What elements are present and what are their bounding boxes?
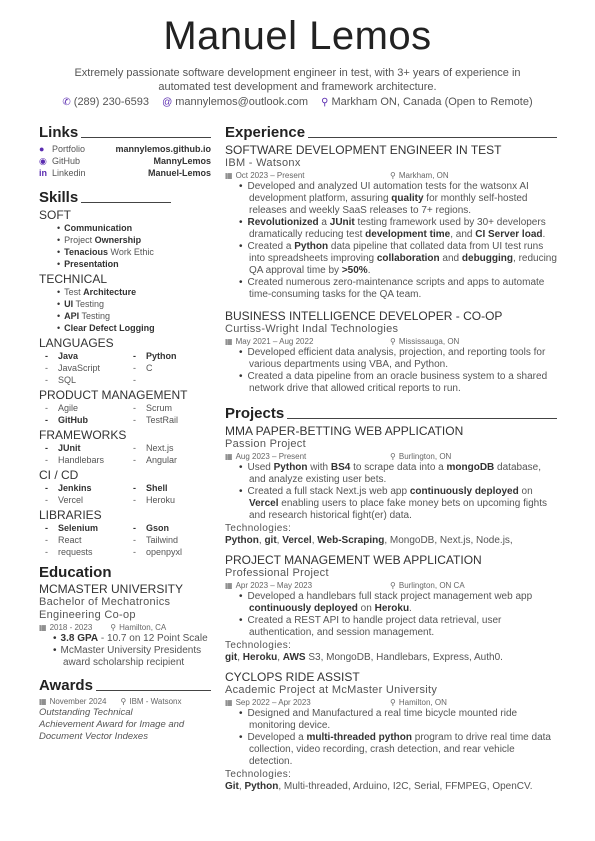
list-item: - TestRail	[133, 414, 213, 426]
technical-skills-list	[57, 286, 211, 334]
map-pin-icon: ⚲	[390, 698, 396, 707]
cicd-grid	[45, 482, 211, 506]
project-type: Professional Project	[225, 567, 329, 579]
list-item: - Gson	[133, 522, 213, 534]
frameworks-grid	[45, 442, 211, 466]
candidate-name: Manuel Lemos	[163, 14, 432, 58]
list-item: • Created numerous zero-maintenance scripts and apps to automate time-consuming tasks for the QA team.	[239, 277, 557, 301]
tech-list: Git, Python, Multi-threaded, Arduino, I2C, Serial, FFMPEG, OpenCV.	[225, 781, 533, 792]
soft-skills-list	[57, 222, 211, 270]
at-icon: @	[162, 97, 173, 108]
links-section-header: Links	[39, 124, 211, 141]
map-pin-icon: ⚲	[390, 581, 396, 590]
list-item: - Agile	[45, 402, 133, 414]
job-title: BUSINESS INTELLIGENCE DEVELOPER - CO-OP	[225, 309, 503, 323]
skills-languages-heading: LANGUAGES	[39, 336, 114, 350]
list-item: - Scrum	[133, 402, 213, 414]
linkedin-icon: in	[39, 168, 47, 178]
degree: Bachelor of Mechatronics Engineering Co-op	[39, 596, 171, 621]
list-item: • Revolutionized a JUnit testing framework used by 30+ developers dramatically reducing test development time, and CI Server load.	[239, 217, 557, 241]
list-item: • 3.8 GPA - 10.7 on 12 Point Scale	[53, 633, 211, 645]
project-bullets	[239, 708, 557, 768]
list-item: - Selenium	[45, 522, 133, 534]
contact-email[interactable]: @ mannylemos@outlook.com	[162, 96, 309, 108]
calendar-icon: ▦	[225, 337, 233, 346]
list-item: • Project Ownership	[57, 234, 211, 246]
skills-section-header: Skills	[39, 189, 211, 206]
job-meta: ▦ Oct 2023 – Present ⚲ Markham, ON	[225, 171, 449, 180]
project-meta: ▦ Sep 2022 – Apr 2023 ⚲ Hamilton, ON	[225, 698, 447, 707]
skills-libraries-heading: LIBRARIES	[39, 508, 102, 522]
map-pin-icon: ⚲	[120, 697, 127, 706]
list-item: • Created a data pipeline from an oracle business system to a shared network drive that allowed critical reports to run.	[239, 371, 557, 395]
map-pin-icon: ⚲	[321, 97, 329, 108]
list-item: • Presentation	[57, 258, 211, 270]
company: IBM - Watsonx	[225, 157, 301, 169]
job-title: SOFTWARE DEVELOPMENT ENGINEER IN TEST	[225, 143, 502, 157]
list-item: - openpyxl	[133, 546, 213, 558]
contact-location: ⚲ Markham ON, Canada (Open to Remote)	[321, 96, 533, 108]
contact-bar	[0, 96, 595, 108]
list-item: • McMaster University Presidents award scholarship recipient	[53, 645, 211, 669]
list-item: - Jenkins	[45, 482, 133, 494]
project-meta: ▦ Apr 2023 – May 2023 ⚲ Burlington, ON CA	[225, 581, 465, 590]
list-item: • UI Testing	[57, 298, 211, 310]
list-item: • Created a full stack Next.js web app continuously deployed on Vercel enabling users to place fake money bets on upcoming fights and research historical fight(er) data.	[239, 486, 557, 522]
skills-cicd-heading: CI / CD	[39, 468, 79, 482]
list-item: • Developed a multi-threaded python program to drive real time data collection, video recording, crash detection, and rear vehicle detection.	[239, 732, 557, 768]
map-pin-icon: ⚲	[390, 452, 396, 461]
calendar-icon: ▦	[225, 452, 233, 461]
list-item: • API Testing	[57, 310, 211, 322]
project-type: Passion Project	[225, 438, 306, 450]
list-item: - Heroku	[133, 494, 213, 506]
projects-section-header: Projects	[225, 405, 557, 422]
skills-pm-heading: PRODUCT MANAGEMENT	[39, 388, 188, 402]
tech-label: Technologies:	[225, 523, 292, 534]
list-item: - Next.js	[133, 442, 213, 454]
list-item: • Clear Defect Logging	[57, 322, 211, 334]
map-pin-icon: ⚲	[390, 171, 396, 180]
calendar-icon: ▦	[39, 623, 47, 632]
project-meta: ▦ Aug 2023 – Present ⚲ Burlington, ON	[225, 452, 452, 461]
left-column	[39, 124, 211, 743]
project-bullets	[239, 462, 557, 522]
skills-technical-heading: TECHNICAL	[39, 272, 108, 286]
calendar-icon: ▦	[225, 581, 233, 590]
awards-section-header: Awards	[39, 677, 211, 694]
school-name: MCMASTER UNIVERSITY	[39, 582, 184, 596]
list-item: - Handlebars	[45, 454, 133, 466]
list-item: • Test Architecture	[57, 286, 211, 298]
experience-section-header: Experience	[225, 124, 557, 141]
link-linkedin[interactable]: in Linkedin Manuel-Lemos	[39, 168, 211, 178]
list-item: • Created a REST API to handle project data retrieval, user authentication, and session management.	[239, 615, 557, 639]
calendar-icon: ▦	[225, 171, 233, 180]
job-meta: ▦ May 2021 – Aug 2022 ⚲ Mississauga, ON	[225, 337, 460, 346]
list-item: - GitHub	[45, 414, 133, 426]
map-pin-icon: ⚲	[110, 623, 117, 632]
github-icon: ◉	[39, 156, 47, 166]
list-item: - Python	[133, 350, 213, 362]
list-item: • Communication	[57, 222, 211, 234]
list-item: - JUnit	[45, 442, 133, 454]
list-item: - C	[133, 362, 213, 374]
project-bullets	[239, 591, 557, 639]
pm-grid	[45, 402, 211, 426]
project-title: PROJECT MANAGEMENT WEB APPLICATION	[225, 553, 482, 567]
list-item: • Created a Python data pipeline that collated data from UI test runs into spreadsheets improving collaboration and debugging, reducing QA approval time by >50%.	[239, 241, 557, 277]
calendar-icon: ▦	[39, 697, 47, 706]
tech-label: Technologies:	[225, 769, 292, 780]
phone-icon: ✆	[62, 97, 71, 108]
list-item: - requests	[45, 546, 133, 558]
award-text: Outstanding Technical Achievement Award for Image and Document Vector Indexes	[39, 707, 185, 742]
job-bullets	[239, 347, 557, 395]
education-list	[53, 633, 211, 669]
map-pin-icon: ⚲	[390, 337, 396, 346]
list-item: - Java	[45, 350, 133, 362]
list-item: - Shell	[133, 482, 213, 494]
project-title: MMA PAPER-BETTING WEB APPLICATION	[225, 424, 464, 438]
company: Curtiss-Wright Indal Technologies	[225, 323, 399, 335]
list-item: • Developed a handlebars full stack project management web app continuously deployed on Heroku.	[239, 591, 557, 615]
project-title: CYCLOPS RIDE ASSIST	[225, 670, 360, 684]
list-item: - Angular	[133, 454, 213, 466]
skills-soft-heading: SOFT	[39, 208, 71, 222]
skills-frameworks-heading: FRAMEWORKS	[39, 428, 127, 442]
project-type: Academic Project at McMaster University	[225, 684, 438, 696]
calendar-icon: ▦	[225, 698, 233, 707]
list-item: • Tenacious Work Ethic	[57, 246, 211, 258]
list-item: • Developed efficient data analysis, projection, and reporting tools for various departments using VBA, and Python.	[239, 347, 557, 371]
link-portfolio[interactable]: ● Portfolio mannylemos.github.io	[39, 144, 211, 154]
languages-grid	[45, 350, 211, 386]
tech-list: git, Heroku, AWS S3, MongoDB, Handlebars, Express, Auth0.	[225, 652, 503, 663]
award-meta: ▦ November 2024 ⚲ IBM - Watsonx	[39, 697, 182, 706]
link-github[interactable]: ◉ GitHub MannyLemos	[39, 156, 211, 166]
right-column	[225, 124, 557, 793]
list-item: • Designed and Manufactured a real time bicycle mounted ride monitoring device.	[239, 708, 557, 732]
summary: Extremely passionate software development engineer in test, with 3+ years of experience in automated test development and framework architecture.	[74, 67, 521, 93]
list-item: • Developed and analyzed UI automation tests for the watsonx AI development platform, assuring quality for monthly self-hosted releases and weekly SaaS releases to 7+ regions.	[239, 181, 557, 217]
libraries-grid	[45, 522, 211, 558]
globe-icon: ●	[39, 144, 45, 154]
tech-label: Technologies:	[225, 640, 292, 651]
list-item: • Used Python with BS4 to scrape data into a mongoDB database, and analyze existing user bets.	[239, 462, 557, 486]
contact-phone[interactable]: ✆ (289) 230-6593	[62, 96, 150, 108]
job-bullets	[239, 181, 557, 301]
tech-list: Python, git, Vercel, Web-Scraping, MongoDB, Next.js, Node.js,	[225, 535, 513, 546]
list-item: - Vercel	[45, 494, 133, 506]
list-item: - JavaScript	[45, 362, 133, 374]
list-item: - SQL	[45, 374, 133, 386]
list-item: - React	[45, 534, 133, 546]
list-item: - Tailwind	[133, 534, 213, 546]
education-meta: ▦ 2018 - 2023 ⚲ Hamilton, CA	[39, 623, 167, 632]
education-section-header: Education	[39, 564, 112, 581]
